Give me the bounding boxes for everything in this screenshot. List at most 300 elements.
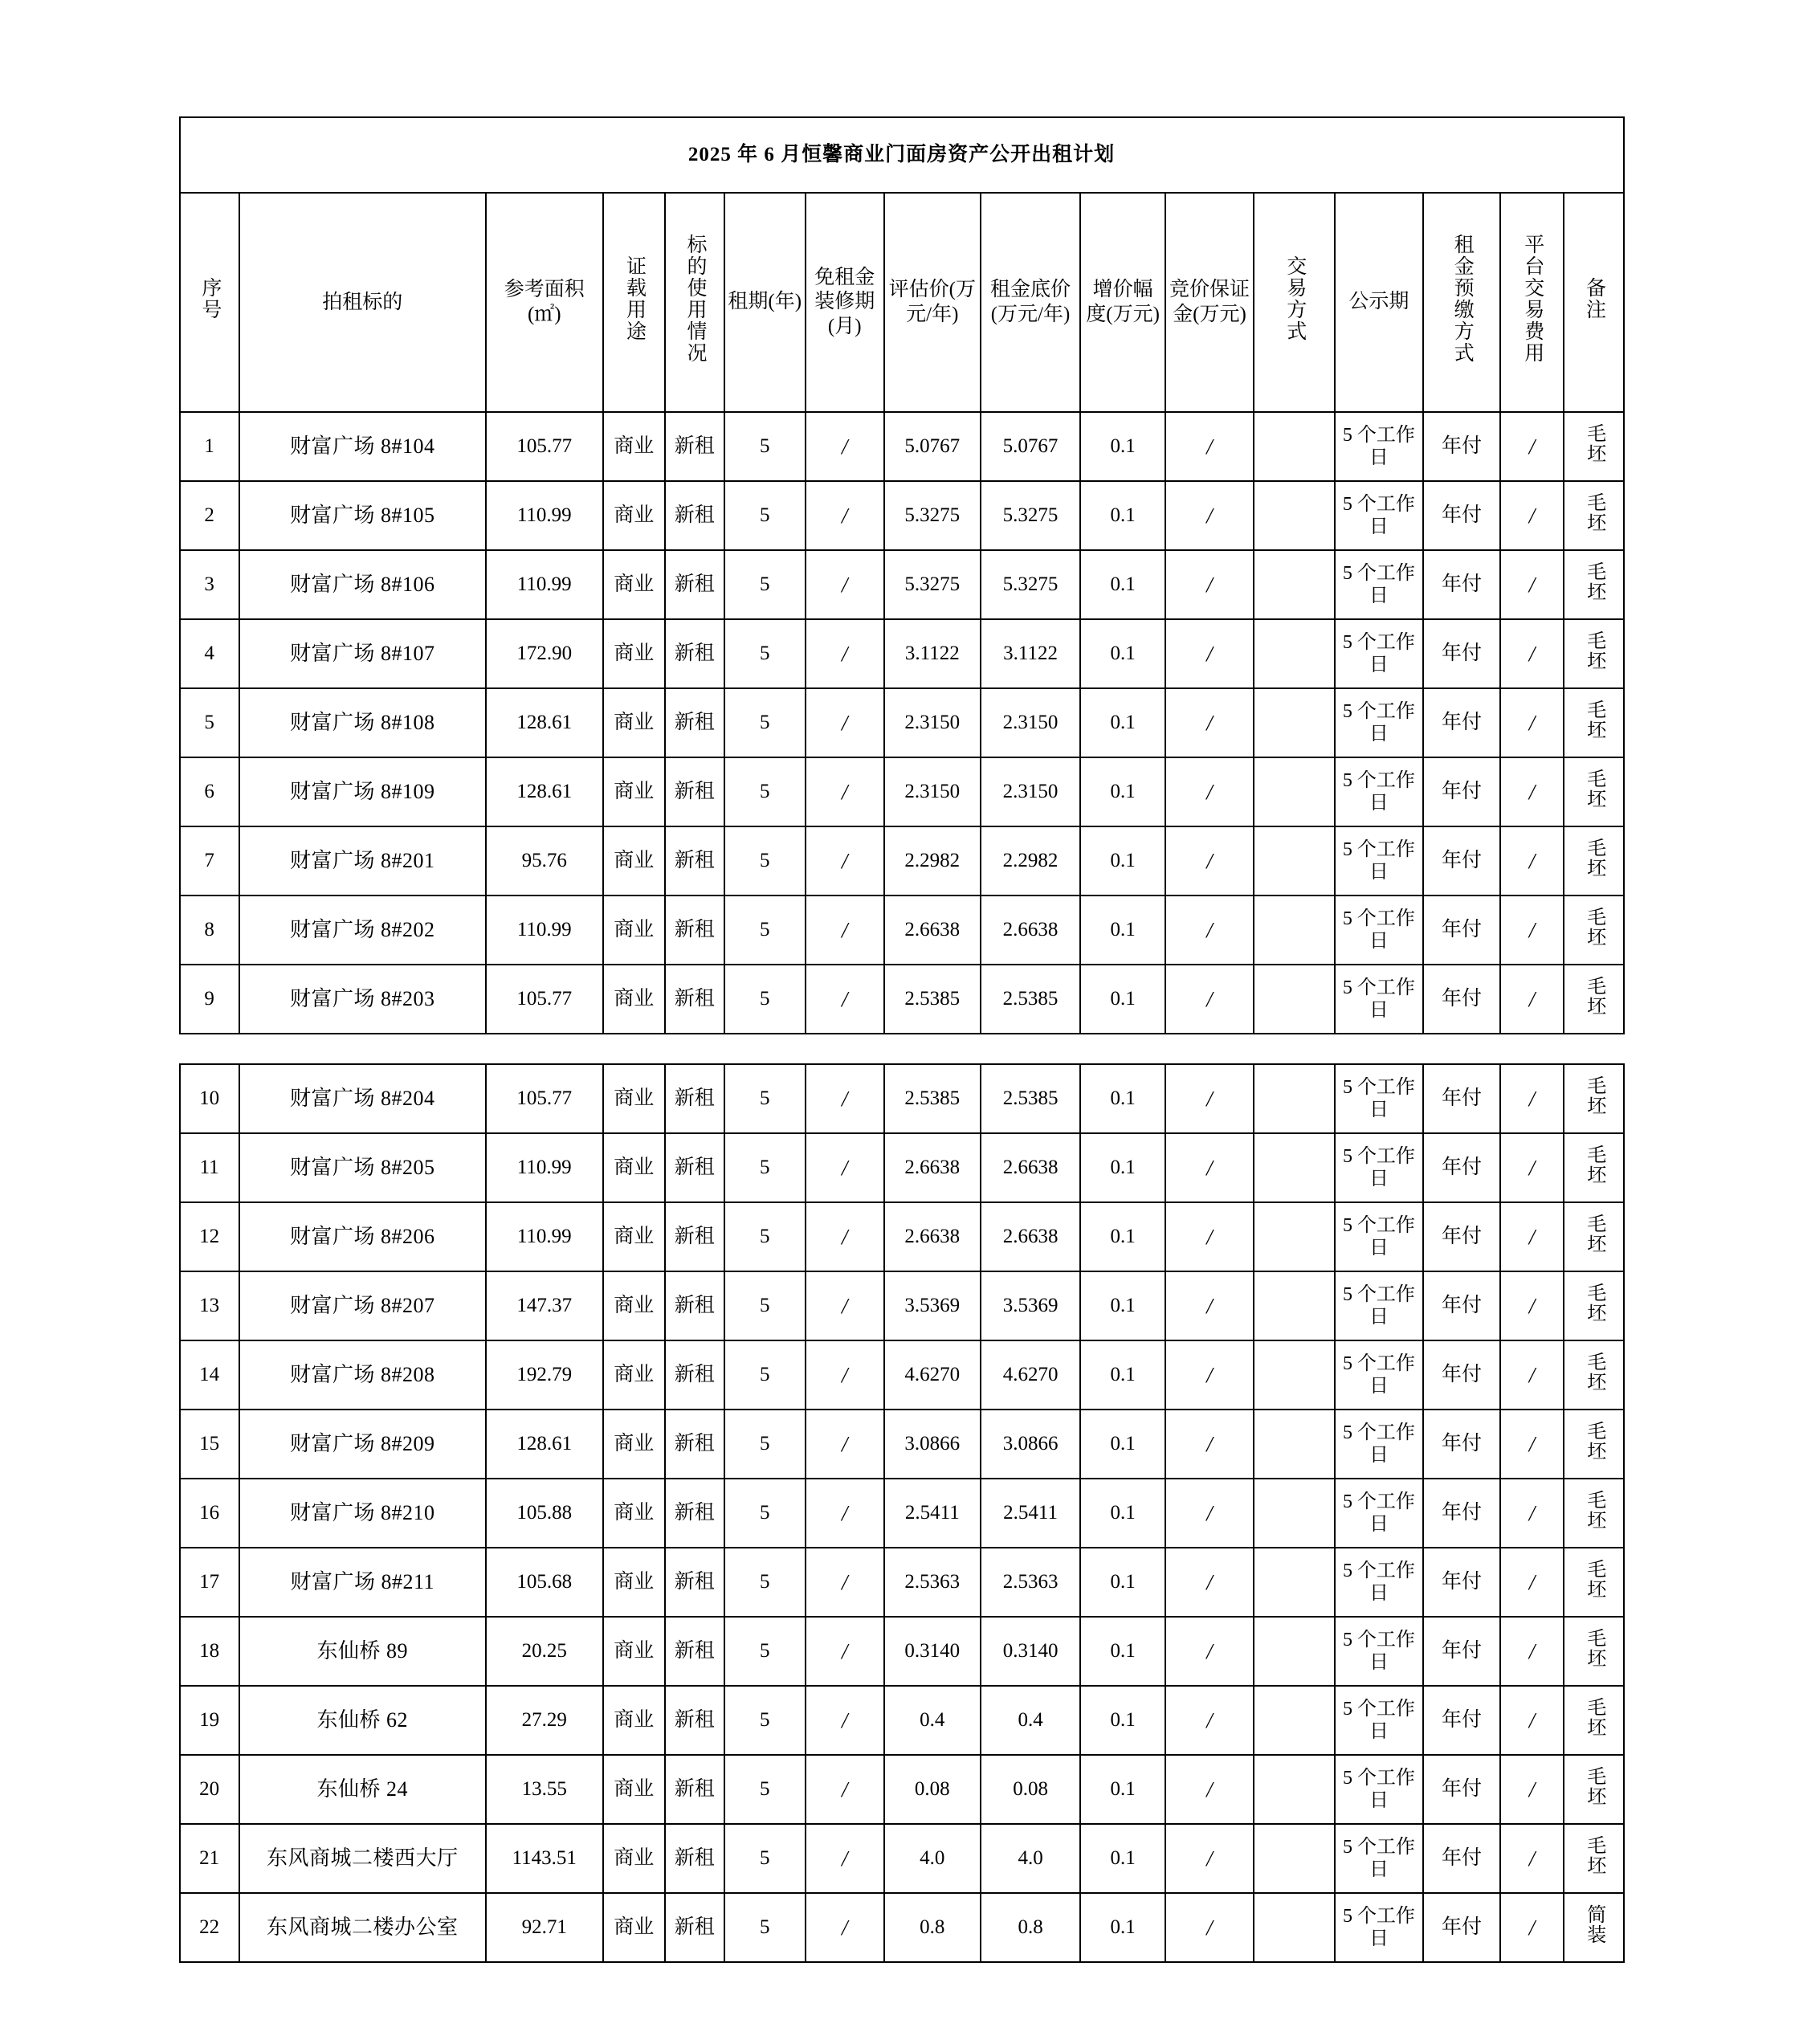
cell-remark [1564,896,1623,965]
cell-increment [1080,412,1165,481]
cell-increment [1080,550,1165,619]
cell-seq [180,896,239,965]
cell-value: 年付 [1442,1295,1483,1316]
cell-remark [1564,1064,1623,1133]
cell-value: 5 个工作日 [1342,1698,1415,1742]
cell-value: / [1206,1362,1213,1387]
cell-remark [1564,826,1623,896]
cell-appraisal [884,1686,981,1755]
cell-term [724,1271,806,1340]
cell-value: / [1206,986,1213,1011]
cell-use_status [665,965,724,1034]
table-row [180,1271,1624,1340]
cell-value: 14 [199,1364,220,1385]
cell-value: 财富广场 8#205 [289,1156,435,1180]
cell-value: 0.1 [1110,1502,1136,1524]
cell-remark [1564,412,1623,481]
column-header-term [724,193,806,412]
cell-value: 5 [759,435,770,457]
cell-use_status [665,550,724,619]
column-header-cert_use [603,193,665,412]
cell-value: 年付 [1441,435,1482,457]
cell-value: 110.99 [516,504,572,526]
cell-platform_fee [1500,1133,1564,1202]
cell-notice [1335,1686,1423,1755]
table-row [180,1202,1624,1271]
cell-value: 商业 [614,1778,655,1800]
cell-value: 0.1 [1110,1087,1136,1109]
cell-value: 3.0866 [904,1433,961,1454]
cell-seq [180,1202,239,1271]
column-header-label: 平台交易费用 [1521,234,1544,364]
title-row [180,117,1624,193]
cell-value: 5.3275 [904,504,961,526]
cell-term [724,481,806,550]
cell-value: 0.1 [1110,919,1136,940]
cell-value: 2.5411 [1003,1502,1058,1524]
cell-value: 毛坯 [1583,837,1605,878]
cell-value: 财富广场 8#210 [289,1501,435,1525]
cell-appraisal [884,1824,981,1893]
cell-term [724,757,806,826]
cell-cert_use [603,1548,665,1617]
cell-trade_mode [1254,550,1335,619]
cell-value: 年付 [1441,573,1482,595]
cell-value: 95.76 [521,850,567,871]
cell-value: 商业 [614,1433,655,1454]
cell-value: 5 [759,850,770,871]
cell-seq [180,688,239,757]
cell-value: 东风商城二楼西大厅 [266,1846,459,1871]
cell-area [486,619,603,688]
cell-cert_use [603,619,665,688]
cell-trade_mode [1254,1064,1335,1133]
cell-value: 105.77 [516,435,573,457]
table-row [180,965,1624,1034]
cell-trade_mode [1254,1686,1335,1755]
cell-cert_use [603,1617,665,1686]
cell-value: / [1206,572,1213,597]
column-header-appraisal [884,193,981,412]
cell-value: / [1528,1293,1536,1318]
cell-platform_fee [1500,1202,1564,1271]
cell-deposit [1165,412,1254,481]
cell-value: 3.1122 [1003,643,1058,664]
cell-use_status [665,1755,724,1824]
cell-value: 年付 [1442,1640,1483,1662]
cell-seq [180,757,239,826]
cell-value: 商业 [614,1157,655,1178]
cell-value: 2.2982 [1002,850,1059,871]
cell-platform_fee [1500,826,1564,896]
cell-value: 0.1 [1110,504,1136,526]
cell-appraisal [884,1755,981,1824]
cell-value: 毛坯 [1583,1489,1605,1530]
cell-value: 0.1 [1110,712,1136,733]
table-row [180,481,1624,550]
table-row [180,1548,1624,1617]
cell-deposit [1165,1686,1254,1755]
cell-cert_use [603,1271,665,1340]
cell-appraisal [884,965,981,1034]
cell-deposit [1165,1133,1254,1202]
cell-value: 9 [204,988,214,1010]
cell-value: 0.08 [914,1778,950,1800]
cell-term [724,1064,806,1133]
page-break-gap [0,1034,1446,1063]
cell-subject [239,1617,486,1686]
cell-notice [1335,550,1423,619]
cell-value: / [841,1155,848,1180]
cell-free_reno [806,481,884,550]
cell-use_status [665,1202,724,1271]
cell-value: 5 [760,1571,770,1593]
cell-value: 5 [760,1087,770,1109]
cell-value: 0.1 [1110,1226,1136,1247]
cell-subject [239,1824,486,1893]
column-header-label: 备注 [1583,277,1605,320]
cell-value: 新租 [674,1571,715,1593]
cell-value: 商业 [614,919,655,940]
column-header-deposit [1165,193,1254,412]
cell-prepay [1423,965,1500,1034]
cell-value: 新租 [674,1226,715,1247]
cell-appraisal [884,1271,981,1340]
cell-free_reno [806,619,884,688]
column-header-label: 租期(年) [728,291,802,313]
cell-value: / [1206,1777,1213,1801]
cell-value: / [841,641,848,666]
cell-value: 21 [199,1847,220,1869]
cell-value: 5 [759,573,770,595]
cell-value: 0.1 [1110,1295,1136,1316]
cell-value: 5 [759,781,770,802]
cell-term [724,1686,806,1755]
cell-value: / [1206,503,1213,528]
cell-free_reno [806,757,884,826]
cell-value: 0.1 [1110,850,1136,871]
cell-value: 新租 [674,781,715,802]
cell-value: / [1206,1431,1213,1456]
cell-deposit [1165,1271,1254,1340]
cell-deposit [1165,757,1254,826]
cell-value: 5 [760,1226,770,1247]
cell-value: 毛坯 [1583,768,1605,809]
cell-value: 新租 [674,1778,715,1800]
cell-value: 毛坯 [1583,906,1605,947]
cell-free_reno [806,1202,884,1271]
cell-remark [1564,1617,1623,1686]
table-row [180,1340,1624,1410]
cell-value: 新租 [674,1295,715,1316]
cell-value: / [841,1293,848,1318]
cell-free_reno [806,1271,884,1340]
cell-cert_use [603,965,665,1034]
cell-remark [1564,757,1623,826]
cell-free_reno [806,896,884,965]
cell-platform_fee [1500,412,1564,481]
cell-value: 2.6638 [904,1157,961,1178]
cell-floor [981,412,1081,481]
cell-value: / [1528,1155,1536,1180]
cell-free_reno [806,412,884,481]
rental-plan-table-part2 [179,1063,1625,1963]
cell-value: 5 [759,643,770,664]
cell-value: 110.99 [516,573,572,595]
column-header-label: 序号 [198,277,221,320]
cell-value: / [1206,1915,1213,1940]
cell-cert_use [603,1755,665,1824]
cell-value: 财富广场 8#104 [289,435,435,459]
cell-area [486,1271,603,1340]
cell-area [486,965,603,1034]
cell-floor [981,1133,1081,1202]
cell-use_status [665,1271,724,1340]
cell-term [724,1617,806,1686]
cell-increment [1080,1686,1165,1755]
cell-area [486,1617,603,1686]
cell-value: / [841,917,848,942]
cell-use_status [665,1479,724,1548]
cell-appraisal [884,1893,981,1962]
column-header-label: 竞价保证金(万元) [1169,279,1250,325]
column-header-seq [180,193,239,412]
cell-value: 商业 [614,1502,655,1524]
column-header-prepay [1423,193,1500,412]
column-header-label: 免租金装修期(月) [814,266,875,337]
cell-value: 5 个工作日 [1342,1629,1415,1673]
cell-seq [180,1271,239,1340]
cell-floor [981,550,1081,619]
cell-deposit [1165,1548,1254,1617]
cell-seq [180,965,239,1034]
cell-value: / [1206,1569,1213,1594]
cell-value: 0.4 [920,1709,945,1731]
cell-cert_use [603,1202,665,1271]
cell-use_status [665,1340,724,1410]
cell-value: 5 个工作日 [1342,424,1415,468]
column-header-increment [1080,193,1165,412]
cell-value: / [1528,572,1536,597]
cell-remark [1564,1271,1623,1340]
cell-use_status [665,688,724,757]
cell-seq [180,1893,239,1962]
rental-plan-table-block-2 [179,1063,1625,1963]
cell-notice [1335,1824,1423,1893]
cell-value: / [1206,1638,1213,1663]
column-header-label: 证载用途 [623,255,646,342]
cell-value: / [1528,917,1536,942]
cell-subject [239,1686,486,1755]
cell-floor [981,1824,1081,1893]
cell-platform_fee [1500,896,1564,965]
cell-value: 16 [199,1502,220,1524]
cell-value: / [841,710,848,735]
cell-floor [981,757,1081,826]
cell-value: 毛坯 [1583,561,1605,602]
cell-value: 毛坯 [1583,1351,1605,1392]
cell-area [486,1340,603,1410]
cell-area [486,757,603,826]
cell-value: / [1206,1293,1213,1318]
cell-trade_mode [1254,1617,1335,1686]
cell-appraisal [884,619,981,688]
cell-remark [1564,965,1623,1034]
cell-use_status [665,826,724,896]
cell-value: 0.4 [1018,1709,1043,1731]
cell-value: 5 个工作日 [1342,1214,1415,1259]
cell-value: 18 [199,1640,220,1662]
cell-value: 财富广场 8#209 [289,1432,435,1456]
cell-value: 5.0767 [1002,435,1059,457]
cell-value: / [1528,1362,1536,1387]
cell-area [486,1548,603,1617]
cell-value: 商业 [614,1571,655,1593]
cell-free_reno [806,1824,884,1893]
cell-value: 8 [204,919,214,940]
cell-value: / [1528,1707,1536,1732]
cell-value: / [841,1569,848,1594]
cell-value: / [1206,848,1213,873]
column-header-label: 租金底价(万元/年) [990,279,1071,325]
cell-value: 年付 [1442,1778,1483,1800]
cell-value: 毛坯 [1583,1144,1605,1185]
cell-use_status [665,412,724,481]
cell-value: 2.6638 [904,1226,961,1247]
cell-seq [180,826,239,896]
cell-value: 年付 [1441,919,1482,940]
cell-subject [239,1202,486,1271]
cell-subject [239,965,486,1034]
cell-cert_use [603,481,665,550]
cell-value: 6 [204,781,214,802]
cell-value: 商业 [614,850,655,871]
cell-term [724,1133,806,1202]
cell-remark [1564,1893,1623,1962]
cell-free_reno [806,1410,884,1479]
cell-value: / [841,848,848,873]
cell-term [724,1893,806,1962]
cell-value: 1 [204,435,214,457]
cell-increment [1080,1824,1165,1893]
cell-increment [1080,688,1165,757]
cell-increment [1080,896,1165,965]
cell-value: 105.77 [516,1087,573,1109]
cell-appraisal [884,1410,981,1479]
cell-trade_mode [1254,1202,1335,1271]
cell-value: / [841,1431,848,1456]
cell-term [724,1548,806,1617]
cell-value: 15 [199,1433,220,1454]
cell-value: 5 个工作日 [1342,838,1415,883]
cell-value: 财富广场 8#202 [289,918,435,942]
cell-value: / [841,572,848,597]
cell-value: 5 个工作日 [1342,1767,1415,1811]
cell-value: 147.37 [516,1295,573,1316]
cell-subject [239,688,486,757]
cell-value: 4.6270 [904,1364,961,1385]
column-header-trade_mode [1254,193,1335,412]
cell-remark [1564,550,1623,619]
cell-value: 4.6270 [1002,1364,1059,1385]
cell-notice [1335,1617,1423,1686]
cell-value: 年付 [1441,781,1482,802]
table-row [180,1755,1624,1824]
cell-value: / [841,986,848,1011]
cell-value: / [1528,1224,1536,1249]
cell-value: 5 个工作日 [1342,562,1415,606]
cell-value: / [841,503,848,528]
cell-value: 毛坯 [1583,1696,1605,1737]
cell-value: 0.1 [1110,1847,1136,1869]
table-row [180,619,1624,688]
cell-cert_use [603,1340,665,1410]
cell-value: / [1206,1155,1213,1180]
cell-deposit [1165,896,1254,965]
cell-notice [1335,1410,1423,1479]
cell-area [486,1479,603,1548]
cell-seq [180,1340,239,1410]
cell-value: 商业 [614,504,655,526]
cell-value: 商业 [614,1087,655,1109]
cell-appraisal [884,412,981,481]
cell-value: 20.25 [521,1640,567,1662]
cell-value: 商业 [614,1916,655,1938]
cell-value: 5 [760,1157,770,1178]
cell-area [486,1133,603,1202]
cell-prepay [1423,481,1500,550]
cell-value: / [1528,986,1536,1011]
table-row [180,1686,1624,1755]
cell-cert_use [603,1824,665,1893]
cell-deposit [1165,688,1254,757]
rental-plan-table-part1 [179,116,1625,1034]
cell-free_reno [806,826,884,896]
column-header-platform_fee [1500,193,1564,412]
cell-value: 92.71 [521,1916,567,1938]
cell-value: 12 [199,1226,220,1247]
cell-value: 商业 [614,1709,655,1731]
cell-increment [1080,1617,1165,1686]
column-header-label: 拍租标的 [322,291,403,313]
cell-value: 5 个工作日 [1342,1905,1415,1949]
cell-value: 5 个工作日 [1342,769,1415,814]
cell-value: 3.0866 [1002,1433,1059,1454]
cell-value: 5 个工作日 [1342,1491,1415,1535]
cell-platform_fee [1500,1755,1564,1824]
cell-subject [239,412,486,481]
cell-use_status [665,1133,724,1202]
cell-prepay [1423,1548,1500,1617]
cell-prepay [1423,757,1500,826]
cell-trade_mode [1254,688,1335,757]
cell-term [724,1479,806,1548]
cell-seq [180,1064,239,1133]
cell-value: 2.5385 [1002,988,1059,1010]
cell-value: 0.3140 [904,1640,961,1662]
cell-value: 新租 [674,435,715,457]
cell-value: 3 [204,573,214,595]
cell-free_reno [806,1479,884,1548]
cell-term [724,826,806,896]
table-row [180,1064,1624,1133]
cell-value: 5 [760,1916,770,1938]
cell-remark [1564,1755,1623,1824]
cell-cert_use [603,1479,665,1548]
cell-value: / [841,1846,848,1871]
cell-use_status [665,1548,724,1617]
table-row [180,1893,1624,1962]
